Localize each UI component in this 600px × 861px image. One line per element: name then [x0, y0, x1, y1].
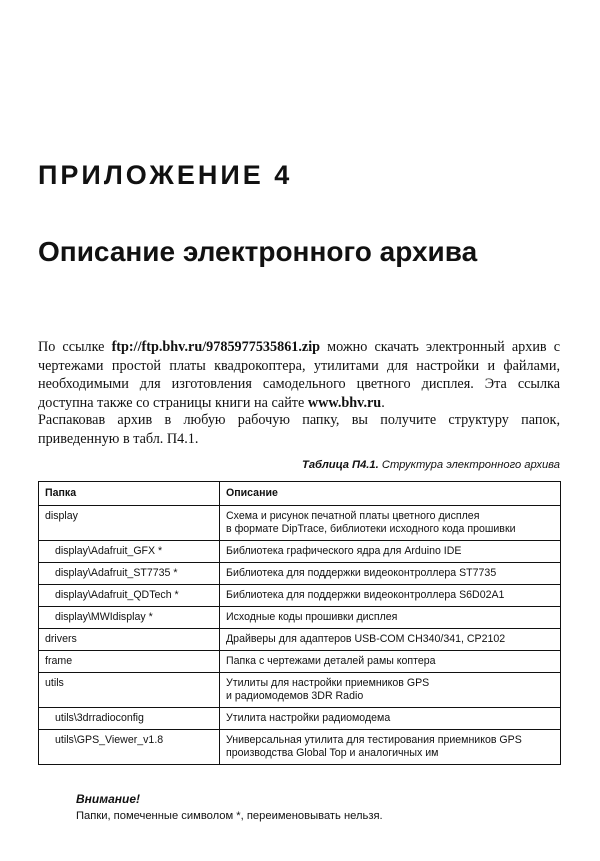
cell-description: Драйверы для адаптеров USB-COM CH340/341, CP2102	[220, 629, 561, 651]
site-link[interactable]: www.bhv.ru	[307, 394, 382, 411]
cell-folder: display	[39, 506, 220, 541]
cell-folder: drivers	[39, 629, 220, 651]
header-folder: Папка	[39, 482, 220, 506]
cell-description: Утилиты для настройки приемников GPS и радиомодемов 3DR Radio	[220, 673, 561, 708]
cell-description: Универсальная утилита для тестирования приемников GPS производства Global Top и аналогичных им	[220, 730, 561, 765]
table-row	[39, 651, 561, 673]
table-row	[39, 541, 561, 563]
cell-description: Схема и рисунок печатной платы цветного дисплея в формате DipTrace, библиотеки исходного кода прошивки	[220, 506, 561, 541]
intro-text-post: .	[381, 394, 385, 411]
cell-folder: frame	[39, 651, 220, 673]
warning-text: Папки, помеченные символом *, переименовывать нельзя.	[76, 810, 383, 822]
table-row	[39, 708, 561, 730]
table-header-row	[39, 482, 561, 506]
archive-structure-table	[38, 481, 561, 765]
intro-text-pre: По ссылке	[38, 339, 112, 355]
cell-folder: display\Adafruit_QDTech *	[39, 585, 220, 607]
appendix-label: ПРИЛОЖЕНИЕ 4	[38, 160, 293, 190]
cell-folder: display\Adafruit_ST7735 *	[39, 563, 220, 585]
page-title: Описание электронного архива	[38, 236, 478, 267]
table-body	[39, 506, 561, 765]
header-description: Описание	[220, 482, 561, 506]
table-row	[39, 506, 561, 541]
paragraph-unpack: Распаковав архив в любую рабочую папку, вы получите структуру папок, приведенную в табл. П4.1.	[38, 412, 560, 447]
archive-link[interactable]: ftp://ftp.bhv.ru/9785977535861.zip	[111, 339, 321, 355]
cell-description: Папка с чертежами деталей рамы коптера	[220, 651, 561, 673]
cell-folder: utils\GPS_Viewer_v1.8	[39, 730, 220, 765]
table-caption-text: Структура электронного архива	[378, 459, 560, 471]
table-row	[39, 730, 561, 765]
cell-folder: display\Adafruit_GFX *	[39, 541, 220, 563]
table-row	[39, 607, 561, 629]
cell-description: Утилита настройки радиомодема	[220, 708, 561, 730]
cell-folder: utils	[39, 673, 220, 708]
paragraph-intro	[38, 338, 560, 412]
table-caption-number: Таблица П4.1.	[302, 459, 379, 471]
warning-title: Внимание!	[76, 792, 141, 806]
table-row	[39, 563, 561, 585]
cell-description: Библиотека для поддержки видеоконтроллера ST7735	[220, 563, 561, 585]
table-caption	[302, 459, 560, 471]
cell-description: Библиотека для поддержки видеоконтроллера S6D02A1	[220, 585, 561, 607]
cell-folder: utils\3drradioconfig	[39, 708, 220, 730]
cell-description: Библиотека графического ядра для Arduino IDE	[220, 541, 561, 563]
table-row	[39, 629, 561, 651]
cell-folder: display\MWIdisplay *	[39, 607, 220, 629]
cell-description: Исходные коды прошивки дисплея	[220, 607, 561, 629]
table-row	[39, 673, 561, 708]
table-row	[39, 585, 561, 607]
intro-text-mid: можно скачать электронный архив с чертежами простой платы квадрокоптера, утилитами для настройки и файлами, необходимыми для изготовления самодельного цветного дисплея. Эта ссылка доступна также со страницы книги на сайте	[38, 339, 560, 411]
